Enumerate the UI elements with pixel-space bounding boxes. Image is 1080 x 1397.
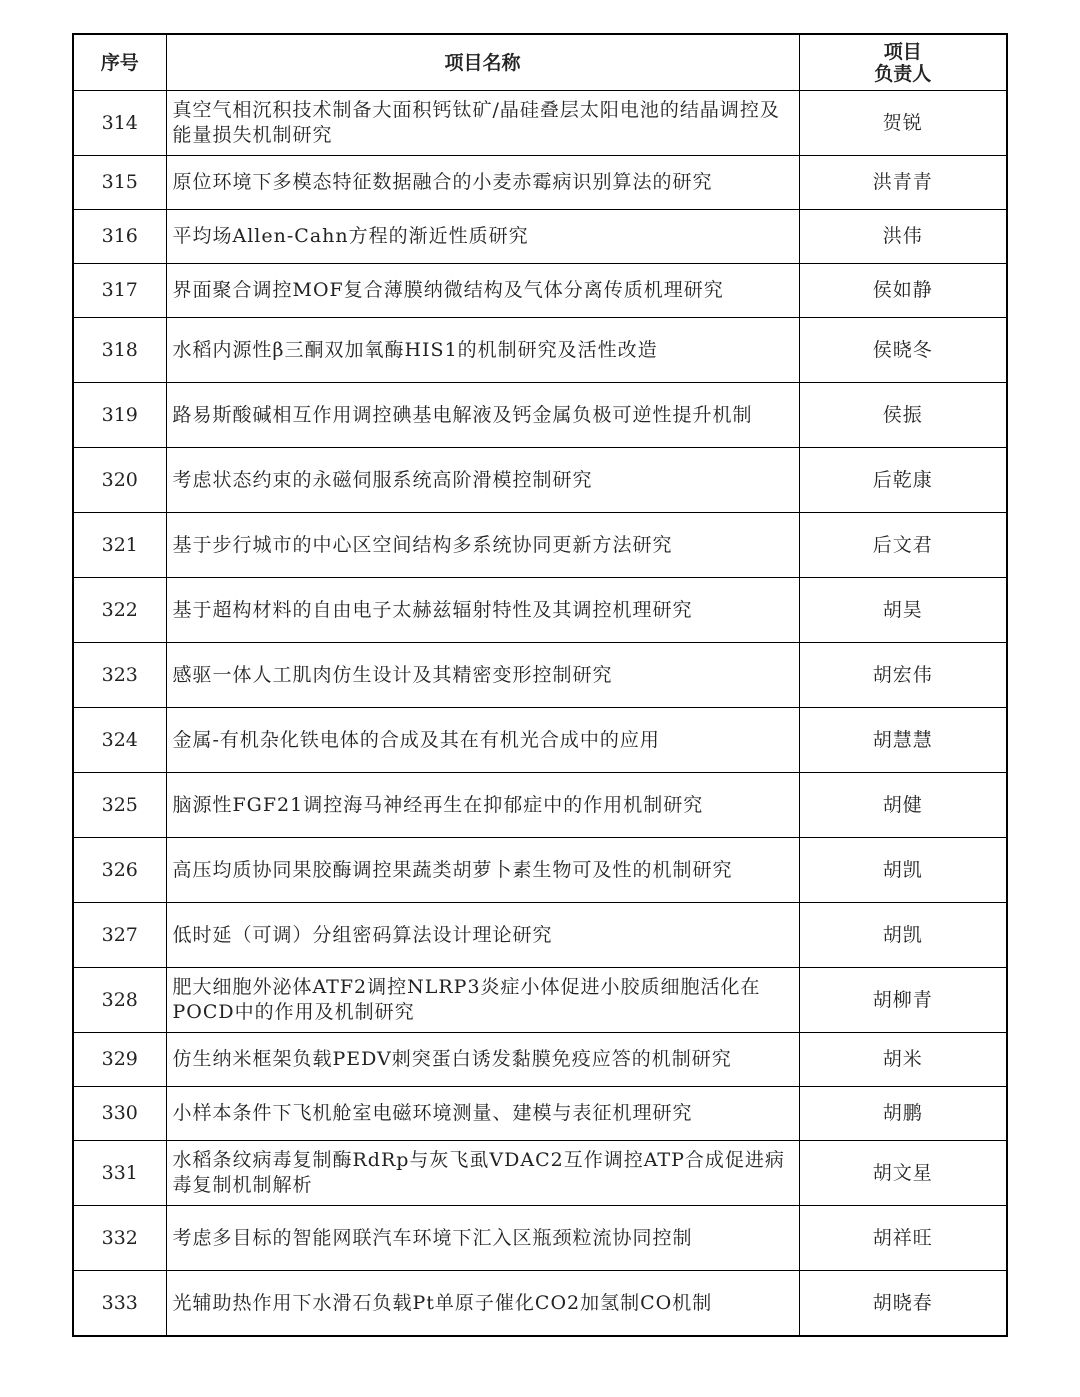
row-title: 金属-有机杂化铁电体的合成及其在有机光合成中的应用 bbox=[166, 708, 799, 773]
row-leader: 侯振 bbox=[799, 383, 1007, 448]
table-row bbox=[73, 448, 1007, 513]
row-title: 光辅助热作用下水滑石负载Pt单原子催化CO2加氢制CO机制 bbox=[166, 1271, 799, 1337]
row-no: 317 bbox=[73, 264, 166, 318]
row-no: 320 bbox=[73, 448, 166, 513]
table-row bbox=[73, 318, 1007, 383]
row-leader: 胡慧慧 bbox=[799, 708, 1007, 773]
row-title: 肥大细胞外泌体ATF2调控NLRP3炎症小体促进小胶质细胞活化在POCD中的作用及机制研究 bbox=[166, 968, 799, 1033]
row-leader: 胡宏伟 bbox=[799, 643, 1007, 708]
row-leader: 侯如静 bbox=[799, 264, 1007, 318]
row-title: 脑源性FGF21调控海马神经再生在抑郁症中的作用机制研究 bbox=[166, 773, 799, 838]
row-leader: 胡昊 bbox=[799, 578, 1007, 643]
row-no: 318 bbox=[73, 318, 166, 383]
row-no: 332 bbox=[73, 1206, 166, 1271]
header-no: 序号 bbox=[73, 34, 166, 91]
project-table bbox=[72, 33, 1008, 1337]
row-leader: 胡健 bbox=[799, 773, 1007, 838]
row-title: 基于步行城市的中心区空间结构多系统协同更新方法研究 bbox=[166, 513, 799, 578]
table-row bbox=[73, 1033, 1007, 1087]
row-leader: 侯晓冬 bbox=[799, 318, 1007, 383]
row-no: 330 bbox=[73, 1087, 166, 1141]
row-leader: 胡凯 bbox=[799, 903, 1007, 968]
row-title: 仿生纳米框架负载PEDV刺突蛋白诱发黏膜免疫应答的机制研究 bbox=[166, 1033, 799, 1087]
row-leader: 贺锐 bbox=[799, 91, 1007, 156]
row-leader: 洪青青 bbox=[799, 156, 1007, 210]
row-no: 327 bbox=[73, 903, 166, 968]
row-no: 331 bbox=[73, 1141, 166, 1206]
row-no: 324 bbox=[73, 708, 166, 773]
row-no: 322 bbox=[73, 578, 166, 643]
header-title: 项目名称 bbox=[166, 34, 799, 91]
row-leader: 胡鹏 bbox=[799, 1087, 1007, 1141]
table-row bbox=[73, 156, 1007, 210]
row-leader: 胡米 bbox=[799, 1033, 1007, 1087]
row-title: 原位环境下多模态特征数据融合的小麦赤霉病识别算法的研究 bbox=[166, 156, 799, 210]
row-leader: 后乾康 bbox=[799, 448, 1007, 513]
row-no: 321 bbox=[73, 513, 166, 578]
row-title: 考虑多目标的智能网联汽车环境下汇入区瓶颈粒流协同控制 bbox=[166, 1206, 799, 1271]
row-no: 314 bbox=[73, 91, 166, 156]
table-row bbox=[73, 578, 1007, 643]
row-leader: 胡柳青 bbox=[799, 968, 1007, 1033]
row-leader: 后文君 bbox=[799, 513, 1007, 578]
row-leader: 胡晓春 bbox=[799, 1271, 1007, 1337]
row-title: 水稻内源性β三酮双加氧酶HIS1的机制研究及活性改造 bbox=[166, 318, 799, 383]
row-no: 329 bbox=[73, 1033, 166, 1087]
row-title: 基于超构材料的自由电子太赫兹辐射特性及其调控机理研究 bbox=[166, 578, 799, 643]
row-no: 315 bbox=[73, 156, 166, 210]
table-row bbox=[73, 773, 1007, 838]
row-leader: 胡祥旺 bbox=[799, 1206, 1007, 1271]
row-no: 326 bbox=[73, 838, 166, 903]
row-leader: 洪伟 bbox=[799, 210, 1007, 264]
table-row bbox=[73, 210, 1007, 264]
table-row bbox=[73, 264, 1007, 318]
row-no: 328 bbox=[73, 968, 166, 1033]
row-title: 感驱一体人工肌肉仿生设计及其精密变形控制研究 bbox=[166, 643, 799, 708]
row-title: 真空气相沉积技术制备大面积钙钛矿/晶硅叠层太阳电池的结晶调控及能量损失机制研究 bbox=[166, 91, 799, 156]
table-row bbox=[73, 1206, 1007, 1271]
table-row bbox=[73, 1141, 1007, 1206]
table-row bbox=[73, 1087, 1007, 1141]
row-leader: 胡凯 bbox=[799, 838, 1007, 903]
table-row bbox=[73, 91, 1007, 156]
row-title: 路易斯酸碱相互作用调控碘基电解液及钙金属负极可逆性提升机制 bbox=[166, 383, 799, 448]
row-no: 319 bbox=[73, 383, 166, 448]
row-title: 小样本条件下飞机舱室电磁环境测量、建模与表征机理研究 bbox=[166, 1087, 799, 1141]
row-no: 323 bbox=[73, 643, 166, 708]
row-title: 界面聚合调控MOF复合薄膜纳微结构及气体分离传质机理研究 bbox=[166, 264, 799, 318]
table-header-row bbox=[73, 34, 1007, 91]
row-title: 平均场Allen-Cahn方程的渐近性质研究 bbox=[166, 210, 799, 264]
row-title: 考虑状态约束的永磁伺服系统高阶滑模控制研究 bbox=[166, 448, 799, 513]
table-row bbox=[73, 903, 1007, 968]
table-row bbox=[73, 838, 1007, 903]
header-leader: 项目 负责人 bbox=[799, 34, 1007, 91]
row-title: 低时延（可调）分组密码算法设计理论研究 bbox=[166, 903, 799, 968]
row-leader: 胡文星 bbox=[799, 1141, 1007, 1206]
row-no: 325 bbox=[73, 773, 166, 838]
table-row bbox=[73, 1271, 1007, 1337]
row-no: 333 bbox=[73, 1271, 166, 1337]
row-no: 316 bbox=[73, 210, 166, 264]
table-row bbox=[73, 643, 1007, 708]
row-title: 高压均质协同果胶酶调控果蔬类胡萝卜素生物可及性的机制研究 bbox=[166, 838, 799, 903]
row-title: 水稻条纹病毒复制酶RdRp与灰飞虱VDAC2互作调控ATP合成促进病毒复制机制解析 bbox=[166, 1141, 799, 1206]
table-row bbox=[73, 708, 1007, 773]
table-row bbox=[73, 968, 1007, 1033]
table-row bbox=[73, 513, 1007, 578]
table-row bbox=[73, 383, 1007, 448]
